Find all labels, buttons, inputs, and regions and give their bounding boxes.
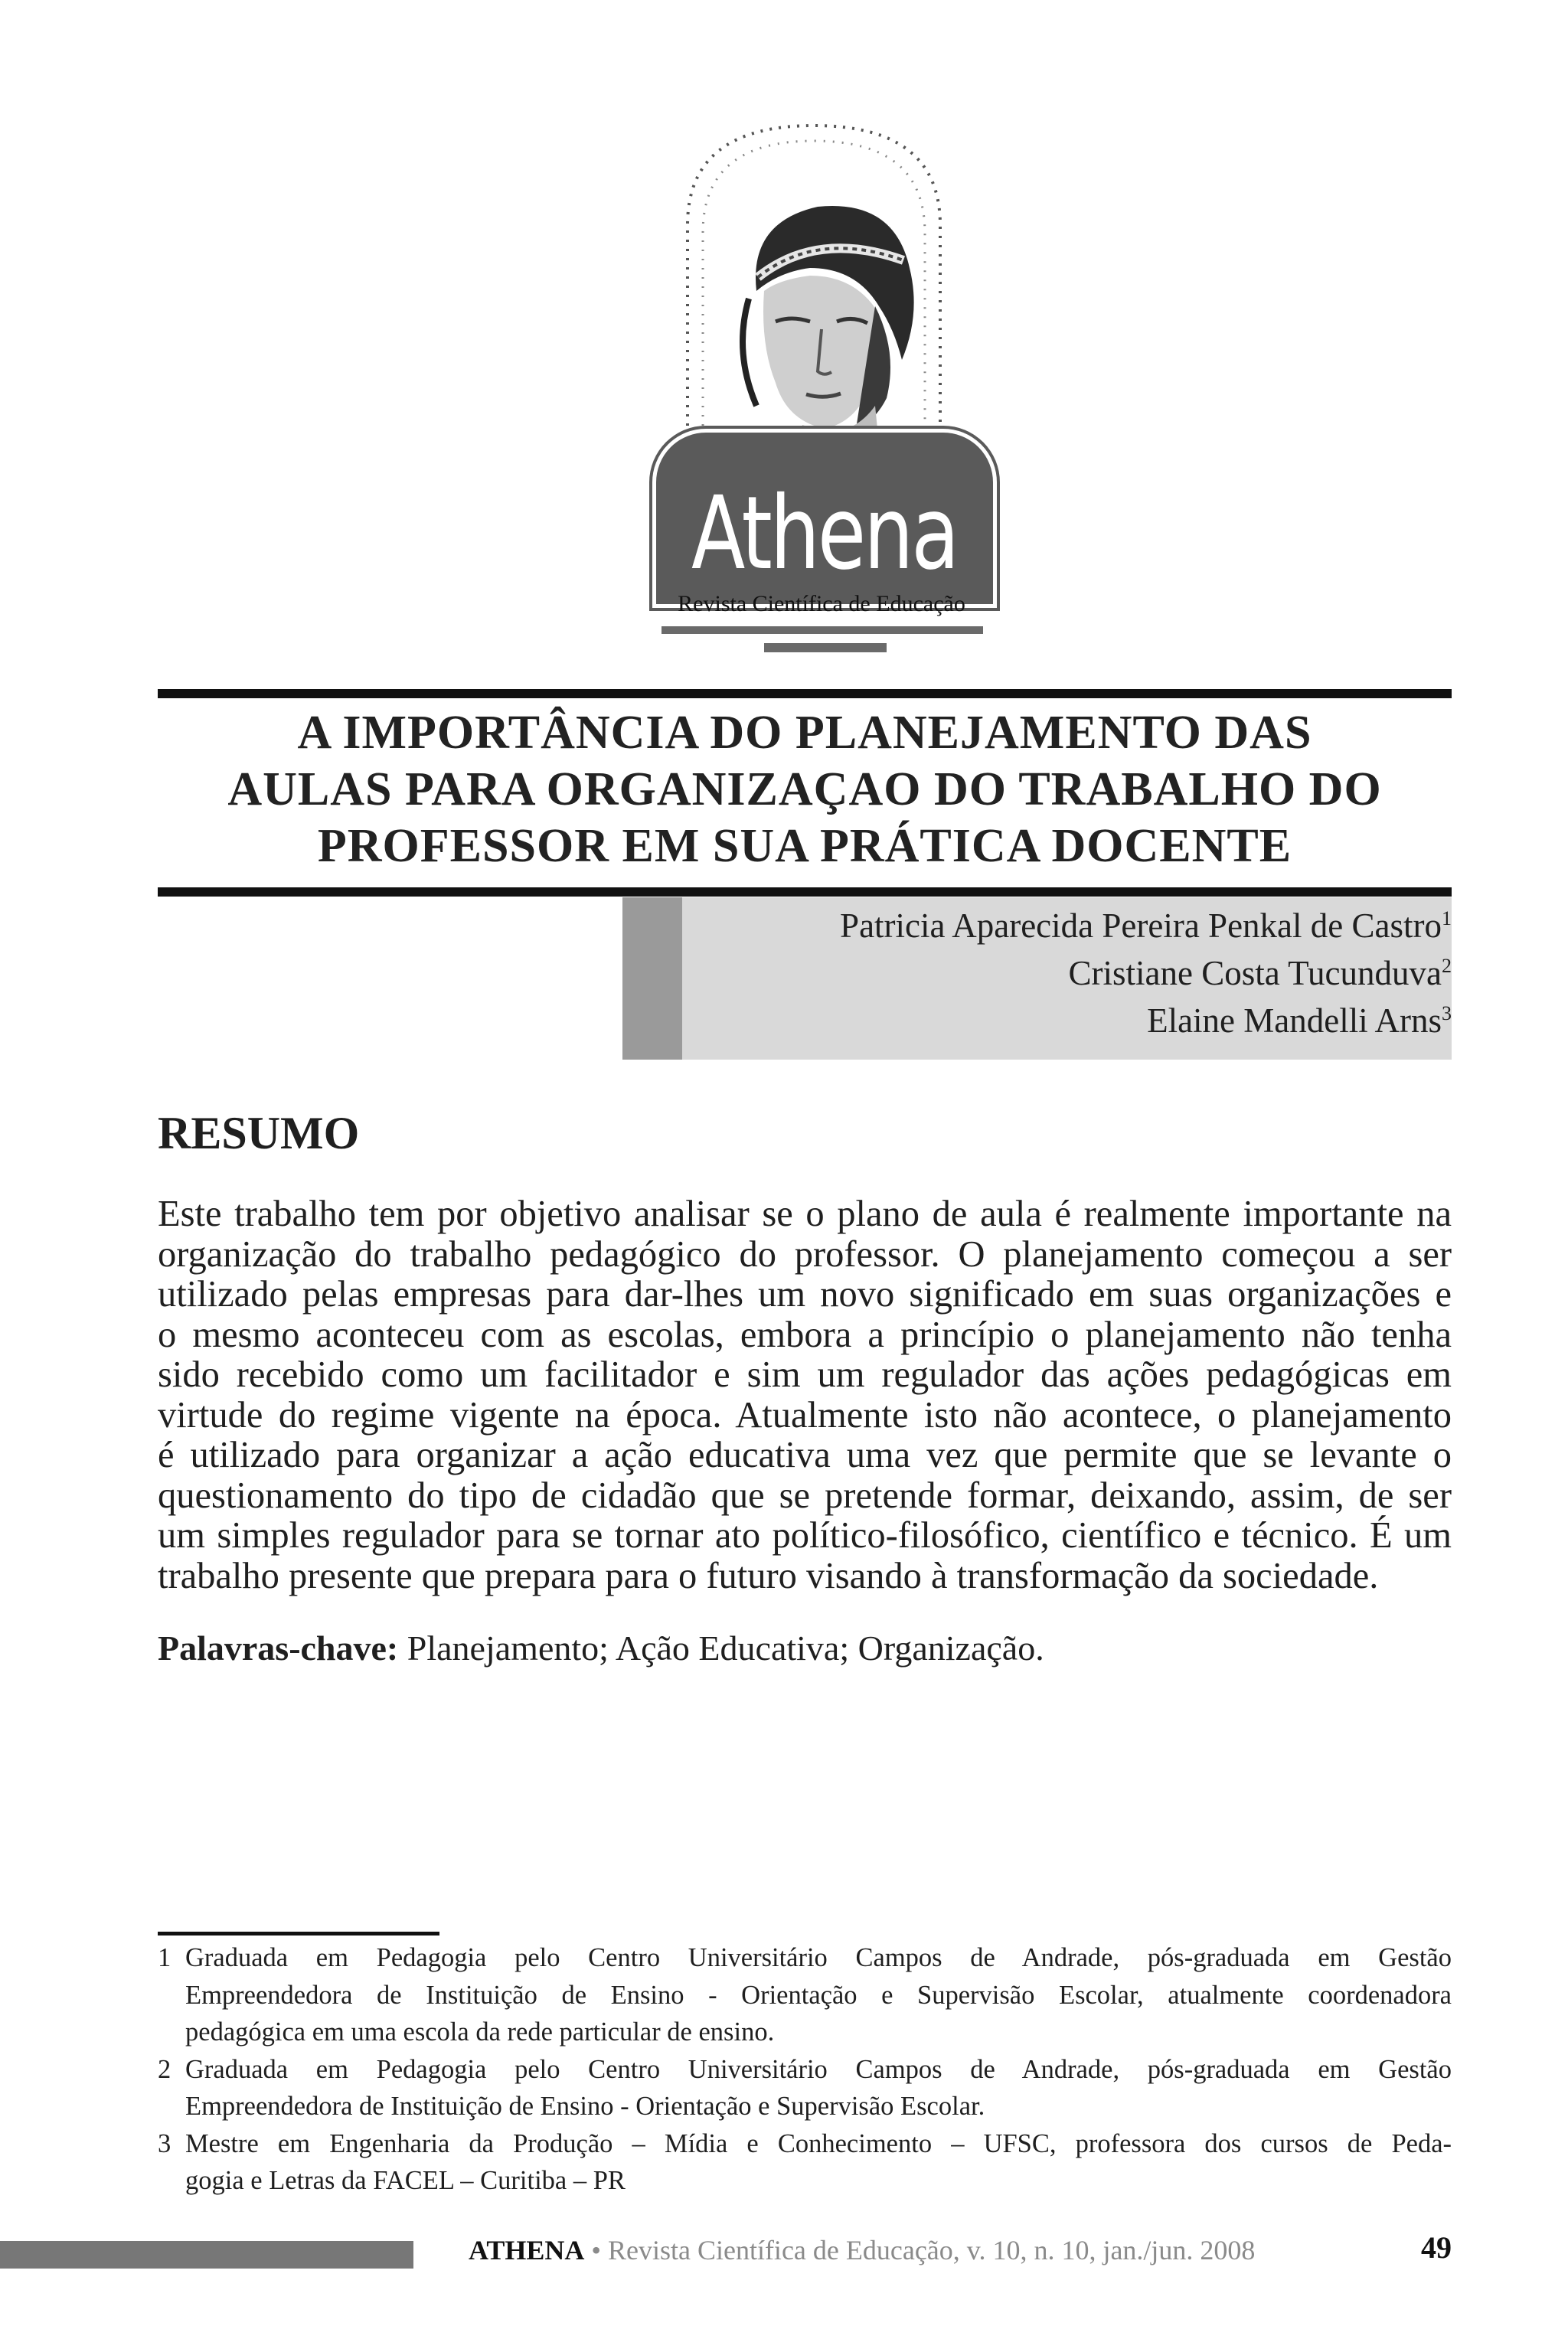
author-name: Cristiane Costa Tucunduva$^2$ <box>1068 954 1452 992</box>
abstract-heading: RESUMO <box>158 1108 360 1158</box>
logo-wordmark-panel <box>652 429 997 608</box>
footnote-ref[interactable]: 1 <box>1442 907 1452 929</box>
authors-panel-accent <box>622 897 682 1060</box>
footnote-line: gogia e Letras da FACEL – Curitiba – PR <box>185 2166 626 2195</box>
keywords-value: Planejamento; Ação Educativa; Organização. <box>407 1628 1044 1668</box>
keywords <box>158 1628 1044 1668</box>
footnotes <box>158 1939 1452 2200</box>
footer-brand: ATHENA <box>469 2235 585 2265</box>
keywords-label: Palavras-chave: <box>158 1628 399 1668</box>
abstract-line: um simples regulador para se tornar ato político-filosófico, científico e técnico. É um <box>158 1515 1452 1556</box>
footnote-item <box>158 1939 1452 2051</box>
logo-subtitle: Revista Científica de Educação <box>678 591 965 616</box>
abstract-line: sido recebido como um facilitador e sim um regulador das ações pedagógicas em <box>158 1354 1452 1395</box>
abstract-line: utilizado pelas empresas para dar-lhes um novo significado em suas organizações e <box>158 1274 1452 1315</box>
footnote-rule <box>158 1932 439 1936</box>
abstract-line: organização do trabalho pedagógico do professor. O planejamento começou a ser <box>158 1233 1452 1275</box>
footnote-ref[interactable]: 2 <box>1442 955 1452 977</box>
footnote-line: Mestre em Engenharia da Produção – Mídia e Conhecimento – UFSC, professora dos cursos de Peda- <box>185 2128 1452 2158</box>
article-title <box>158 704 1452 874</box>
footnote-item <box>158 2125 1452 2200</box>
author-list <box>840 902 1452 1044</box>
footnote-line: Graduada em Pedagogia pelo Centro Universitário Campos de Andrade, pós-graduada em Gestão <box>185 1943 1452 1972</box>
title-line: A IMPORTÂNCIA DO PLANEJAMENTO DAS <box>297 707 1312 759</box>
journal-logo <box>649 107 1001 658</box>
footnote-line: Graduada em Pedagogia pelo Centro Universitário Campos de Andrade, pós-graduada em Gestão <box>185 2054 1452 2084</box>
footnote-line: Empreendedora de Instituição de Ensino - Orientação e Supervisão Escolar, atualmente coordenadora <box>185 1980 1452 2010</box>
title-line: AULAS PARA ORGANIZAÇAO DO TRABALHO DO <box>227 763 1382 815</box>
abstract-line: Este trabalho tem por objetivo analisar se o plano de aula é realmente importante na <box>158 1194 1452 1234</box>
abstract-body <box>158 1194 1452 1596</box>
footnote-number: 2 <box>158 2054 172 2084</box>
footnote-item <box>158 2051 1452 2125</box>
title-line: PROFESSOR EM SUA PRÁTICA DOCENTE <box>317 820 1292 872</box>
abstract-line: questionamento do tipo de cidadão que se pretende formar, deixando, assim, de ser <box>158 1475 1452 1516</box>
footer-citation: Revista Científica de Educação, v. 10, n. 10, jan./jun. 2008 <box>607 2235 1256 2265</box>
logo-divider-long <box>662 626 983 634</box>
page-number: 49 <box>1421 2230 1452 2265</box>
footnote-ref[interactable]: 3 <box>1442 1002 1452 1024</box>
footnote-line: Empreendedora de Instituição de Ensino - Orientação e Supervisão Escolar. <box>185 2092 985 2121</box>
author-name: Patricia Aparecida Pereira Penkal de Castro$^1$ <box>840 906 1452 945</box>
running-footer <box>469 2234 1255 2266</box>
abstract-line: virtude do regime vigente na época. Atualmente isto não acontece, o planejamento <box>158 1394 1452 1436</box>
author-name: Elaine Mandelli Arns$^3$ <box>1147 1001 1452 1040</box>
logo-wordmark: Athena <box>691 475 958 593</box>
footnote-number: 1 <box>158 1943 172 1972</box>
footer-separator: • <box>591 2235 601 2265</box>
abstract-line: trabalho presente que prepara para o futuro visando à transformação da sociedade. <box>158 1555 1379 1596</box>
footnote-number: 3 <box>158 2128 172 2158</box>
title-rule-top <box>158 689 1452 698</box>
footer-bar <box>0 2241 413 2269</box>
abstract-line: o mesmo aconteceu com as escolas, embora a princípio o planejamento não tenha <box>158 1314 1452 1355</box>
abstract-line: é utilizado para organizar a ação educativa uma vez que permite que se levante o <box>158 1435 1452 1475</box>
footnote-line: pedagógica em uma escola da rede particular de ensino. <box>185 2017 775 2047</box>
logo-divider-short <box>764 643 887 652</box>
title-rule-bottom <box>158 887 1452 897</box>
